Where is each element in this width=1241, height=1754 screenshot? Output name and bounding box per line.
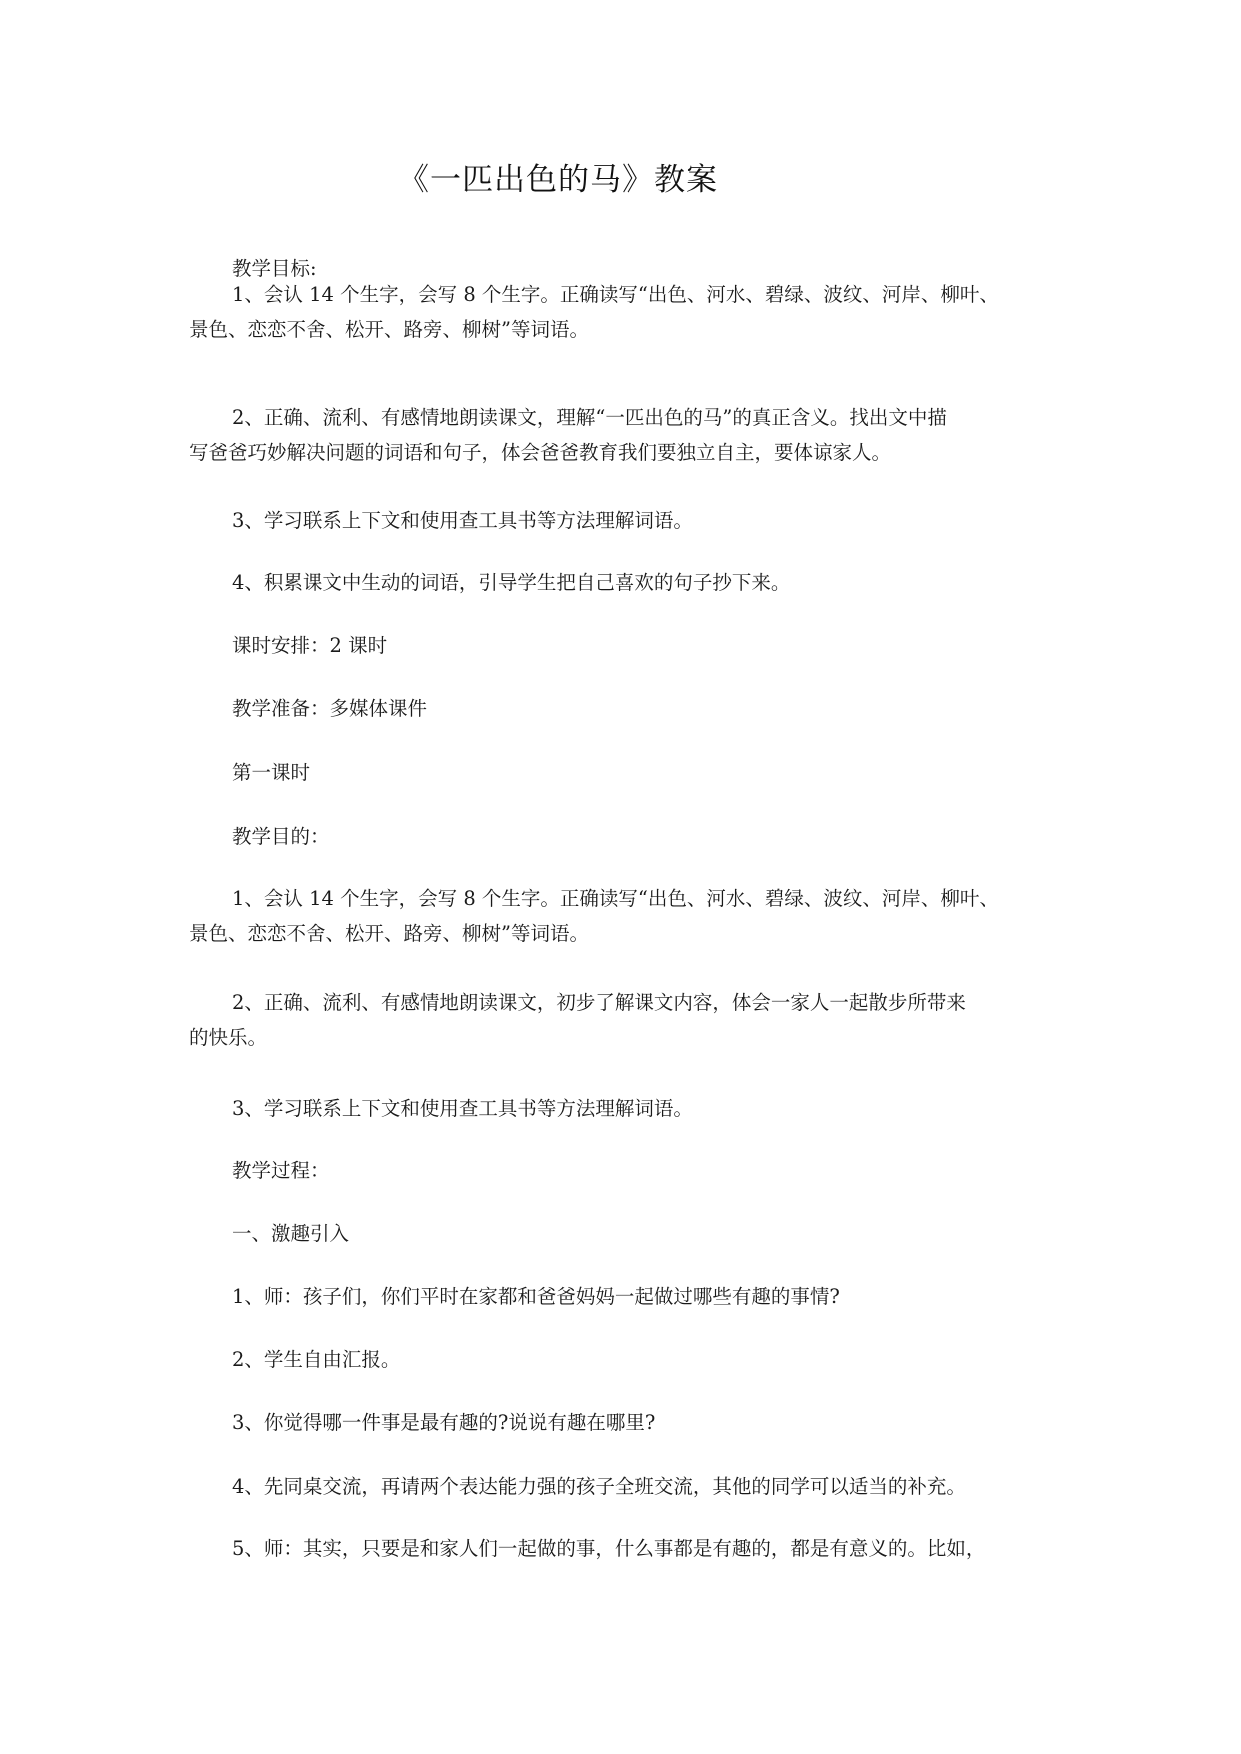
paragraph-line: 一、激趣引入 xyxy=(232,1222,350,1245)
paragraph xyxy=(189,819,1079,854)
paragraph-line: 3、学习联系上下文和使用查工具书等方法理解词语。 xyxy=(232,509,693,532)
paragraph-line: 的快乐。 xyxy=(189,1026,268,1049)
paragraph-line: 第一课时 xyxy=(232,761,311,784)
paragraph xyxy=(189,755,1079,790)
paragraph-line: 2、正确、流利、有感情地朗读课文，理解“一匹出色的马”的真正含义。找出文中描 xyxy=(232,406,947,429)
paragraph-line: 1、会认 14 个生字，会写 8 个生字。正确读写“出色、河水、碧绿、波纹、河岸、柳叶、 xyxy=(232,283,999,306)
paragraph-line: 3、学习联系上下文和使用查工具书等方法理解词语。 xyxy=(232,1097,693,1120)
paragraph xyxy=(189,1405,1079,1440)
paragraph xyxy=(189,1342,1079,1377)
paragraph-line: 教学目标: xyxy=(232,257,317,280)
paragraph xyxy=(189,565,1079,600)
paragraph-line: 1、师：孩子们，你们平时在家都和爸爸妈妈一起做过哪些有趣的事情? xyxy=(232,1285,840,1308)
paragraph-line: 2、正确、流利、有感情地朗读课文，初步了解课文内容，体会一家人一起散步所带来 xyxy=(232,991,966,1014)
paragraph xyxy=(189,628,1079,663)
paragraph-line: 教学目的： xyxy=(232,825,330,848)
paragraph-line: 2、学生自由汇报。 xyxy=(232,1348,401,1371)
paragraph-line: 4、先同桌交流，再请两个表达能力强的孩子全班交流，其他的同学可以适当的补充。 xyxy=(232,1475,966,1498)
paragraph xyxy=(189,1469,1079,1504)
paragraph xyxy=(189,985,1079,1055)
paragraph xyxy=(189,1216,1079,1251)
paragraph xyxy=(189,1531,1079,1566)
paragraph xyxy=(189,400,1079,470)
document-title: 《一匹出色的马》教案 xyxy=(398,162,718,198)
paragraph xyxy=(189,1153,1079,1188)
paragraph-line: 课时安排：2 课时 xyxy=(232,634,388,657)
paragraph xyxy=(189,277,1079,347)
paragraph-line: 景色、恋恋不舍、松开、路旁、柳树”等词语。 xyxy=(189,922,589,945)
paragraph xyxy=(189,503,1079,538)
paragraph-line: 教学过程： xyxy=(232,1159,330,1182)
paragraph xyxy=(189,1279,1079,1314)
paragraph-line: 4、积累课文中生动的词语，引导学生把自己喜欢的句子抄下来。 xyxy=(232,571,791,594)
paragraph-line: 5、师：其实，只要是和家人们一起做的事，什么事都是有趣的，都是有意义的。比如， xyxy=(232,1537,986,1560)
paragraph-line: 教学准备：多媒体课件 xyxy=(232,697,428,720)
paragraph-line: 1、会认 14 个生字，会写 8 个生字。正确读写“出色、河水、碧绿、波纹、河岸、柳叶、 xyxy=(232,887,999,910)
paragraph-line: 写爸爸巧妙解决问题的词语和句子，体会爸爸教育我们要独立自主，要体谅家人。 xyxy=(189,441,892,464)
paragraph xyxy=(189,691,1079,726)
paragraph xyxy=(189,1091,1079,1126)
paragraph-line: 景色、恋恋不舍、松开、路旁、柳树”等词语。 xyxy=(189,318,589,341)
paragraph-line: 3、你觉得哪一件事是最有趣的?说说有趣在哪里? xyxy=(232,1411,656,1434)
paragraph xyxy=(189,881,1079,951)
